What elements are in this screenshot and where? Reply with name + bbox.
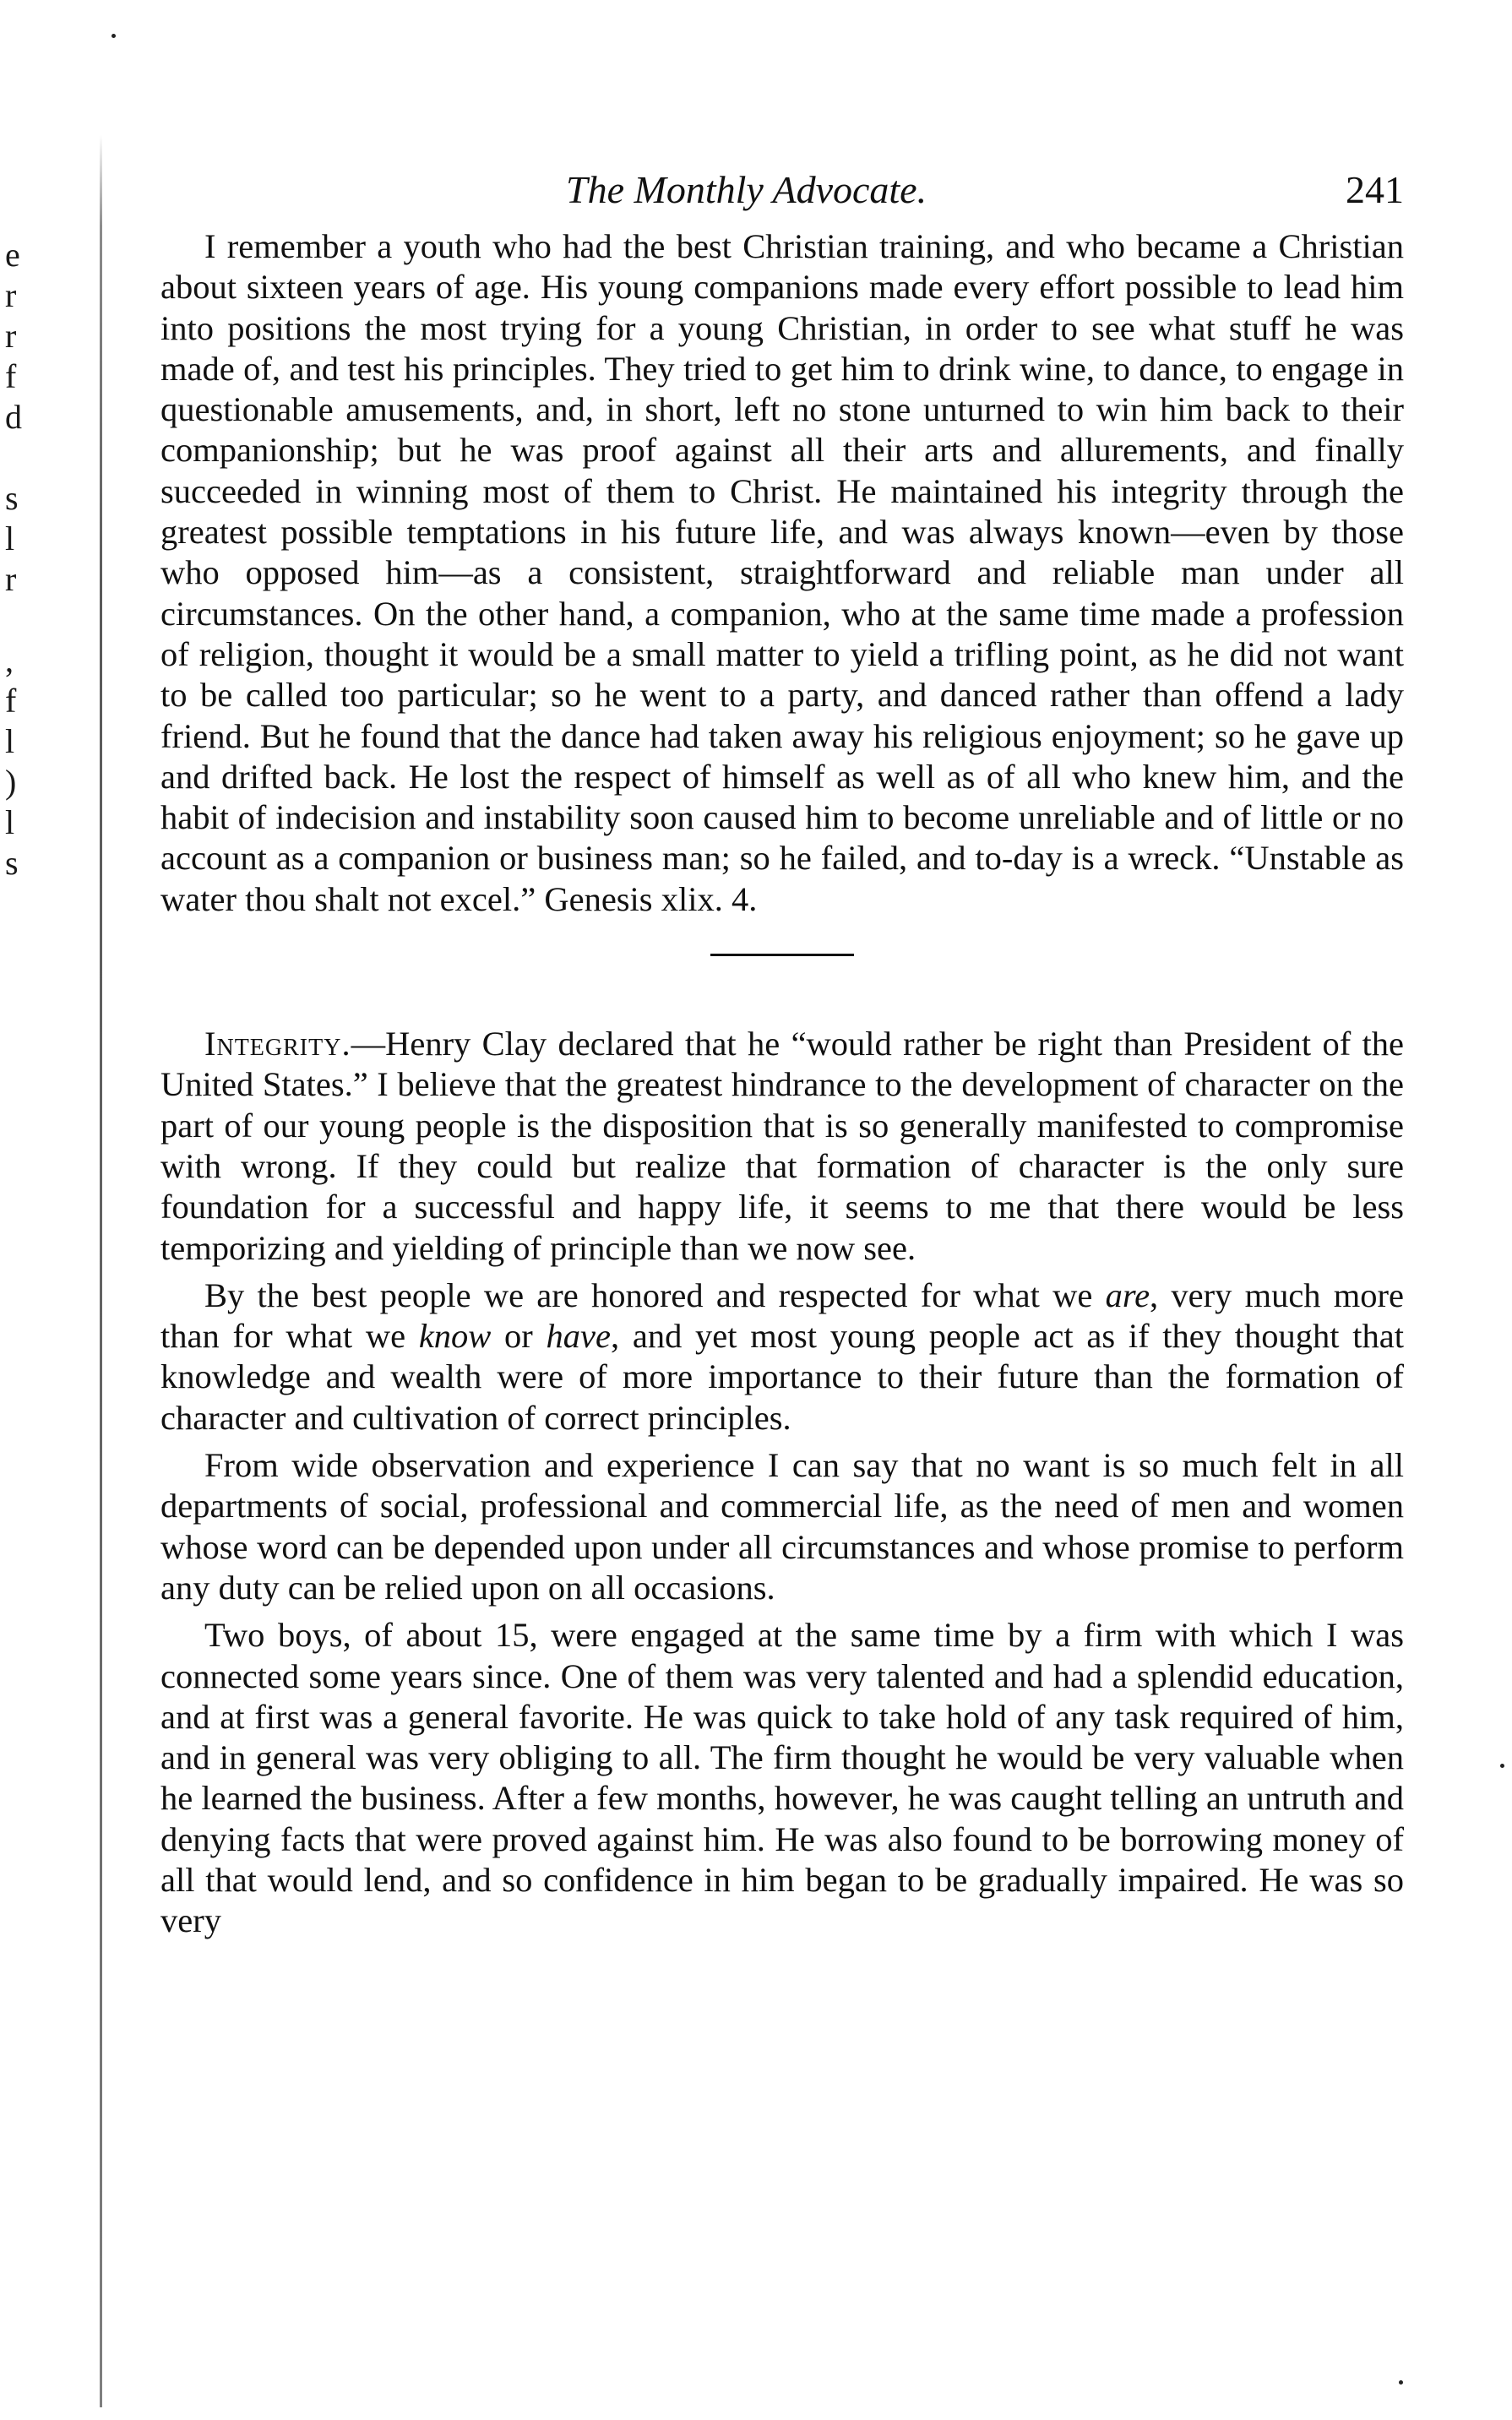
journal-title: The Monthly Advocate.: [566, 168, 927, 211]
bleed-char: [5, 600, 39, 640]
bleed-char: s: [5, 844, 19, 882]
bleed-char: d: [5, 398, 22, 436]
bleed-char: r: [5, 317, 17, 355]
text-run: By the best people we are honored and respected for what we: [204, 1275, 1106, 1314]
integrity-intro-text: —Henry Clay declared that he “would rather be right than President of the United States.” I believe that the greatest hindrance to the development of character on the part of our young people is the disposition that is so generally manifested to compromise with wrong. If they could but realize that formation of character is the only sure foundation for a successful and happy life, it seems to me that there would be less temporizing and yielding of principle than we now see.: [160, 1025, 1404, 1267]
bleed-char: [5, 438, 39, 478]
paragraph-youth-story: I remember a youth who had the best Christian training, and who became a Christian about sixteen years of age. His young companions made every effort possible to lead him into positions the most trying for a young Christian, in order to see what stuff he was made of, and test his principles. They tried to get him to drink wine, to dance, to engage in questionable amusements, and, in short, left no stone unturned to win him back to their companionship; but he was proof against all their arts and allurements, and finally succeeded in winning most of them to Christ. He maintained his integrity through the greatest possible temptations in his future life, and was always known—even by those who opposed him—as a consistent, straightforward and reliable man under all circumstances. On the other hand, a companion, who at the same time made a profession of religion, thought it would be a small matter to yield a trifling point, as he did not want to be called too particular; so he went to a party, and danced rather than offend a lady friend. But he found that the dance had taken away his religious enjoyment; so he gave up and drifted back. He lost the respect of himself as well as of all who knew him, and the habit of indecision and instability soon caused him to become unreliable and of little or no account as a companion or business man; so he failed, and to-day is a wreck. “Unstable as water thou shalt not excel.” Genesis xlix. 4.: [160, 227, 1404, 918]
bleed-char: r: [5, 276, 17, 314]
bleed-char: e: [5, 236, 20, 274]
bleed-char: r: [5, 560, 17, 598]
paragraph-two-boys: Two boys, of about 15, were engaged at the same time by a firm with which I was connected some years since. One of them was very talented and had a splendid education, and at first was a general favorite. He was quick to take hold of any task required of him, and in general was very obliging to all. The firm thought he would be very valuable when he learned the business. After a few months, however, he was caught telling an untruth and denying facts that were proved against him. He was also found to be borrowing money of all that would lend, and so confidence in him began to be gradually impaired. He was so very: [160, 1616, 1404, 1940]
emphasis-have: have: [546, 1317, 611, 1356]
running-header: [160, 165, 1404, 215]
bleed-char: s: [5, 479, 19, 517]
section-run-in-heading: Integrity.: [204, 1025, 351, 1063]
bleed-char: f: [5, 682, 17, 720]
speck: [111, 34, 116, 38]
emphasis-know: know: [418, 1317, 492, 1356]
bleed-char: l: [5, 803, 15, 841]
text-run: or: [491, 1317, 547, 1356]
text-column: [160, 226, 1404, 1942]
speck: [1500, 1764, 1504, 1768]
paragraph-integrity-intro: [160, 1024, 1404, 1269]
text-run: , very much more than for what we: [160, 1275, 1404, 1356]
section-divider: [710, 954, 854, 956]
bleed-char: ): [5, 763, 17, 801]
bleed-char: f: [5, 357, 17, 395]
bleed-char: ,: [5, 641, 14, 679]
speck: [1399, 2380, 1403, 2385]
bleed-char: l: [5, 722, 15, 760]
paragraph-observation: From wide observation and experience I can say that no want is so much felt in all departments of social, professional and commercial life, as the need of men and women whose word can be depended upon under all circumstances and whose promise to perform any duty can be relied upon on all occasions.: [160, 1446, 1404, 1607]
paragraph-honored: [160, 1275, 1404, 1438]
bleed-char: l: [5, 519, 15, 557]
gutter-shadow: [100, 135, 102, 2407]
page-number: 241: [1346, 168, 1404, 211]
facing-page-bleed: [5, 235, 39, 884]
text-run: , and yet most young people act as if they thought that knowledge and wealth were of more importance to their future than the formation of character and cultivation of correct principles.: [160, 1317, 1404, 1437]
emphasis-are: are: [1105, 1275, 1150, 1314]
